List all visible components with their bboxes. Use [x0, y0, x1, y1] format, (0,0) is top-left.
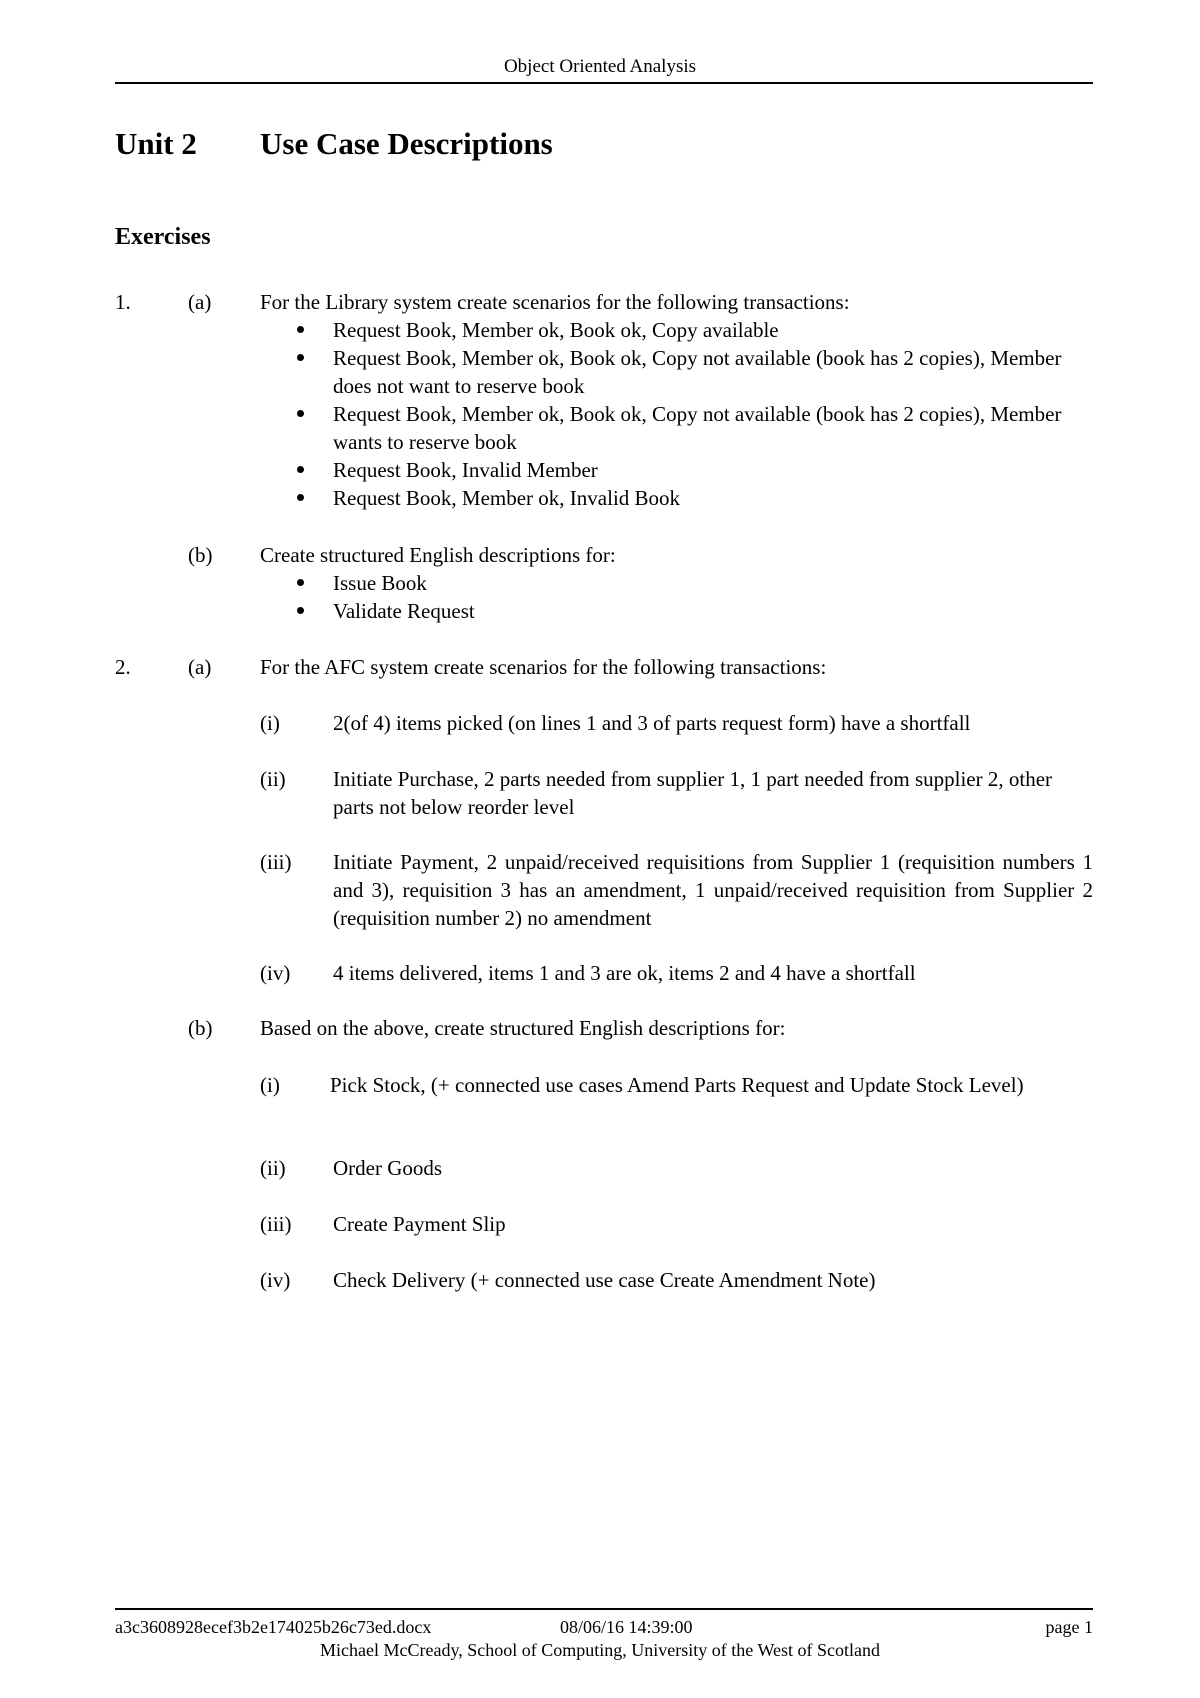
- item-text: 4 items delivered, items 1 and 3 are ok, items 2 and 4 have a shortfall: [333, 961, 916, 985]
- part-label: (b): [188, 1016, 213, 1040]
- list-item: Validate Request: [260, 597, 1095, 625]
- part-label: (b): [188, 543, 213, 567]
- item-text: Pick Stock, (+ connected use cases Amend Parts Request and Update Stock Level): [330, 1073, 1024, 1097]
- part-label: (a): [188, 655, 212, 679]
- exercises-heading: Exercises: [115, 224, 211, 250]
- item-text: Initiate Payment, 2 unpaid/received requisitions from Supplier 1 (requisition numbers 1 and 3), requisition 3 has an amendment, 1 unpaid/received requisition from Supplier 2 (requisition number 2) no amendment: [333, 850, 1093, 930]
- question-number: 2.: [115, 655, 131, 679]
- bullet-list: [260, 569, 1095, 625]
- part-text: For the AFC system create scenarios for the following transactions:: [260, 655, 827, 679]
- item-text: Create Payment Slip: [333, 1212, 506, 1236]
- part-text: Based on the above, create structured English descriptions for:: [260, 1016, 786, 1040]
- list-item: Request Book, Member ok, Book ok, Copy available: [260, 316, 1095, 344]
- item-label: (iii): [260, 850, 292, 874]
- list-item: Issue Book: [260, 569, 1095, 597]
- footer-rule: [115, 1608, 1093, 1610]
- item-text: 2(of 4) items picked (on lines 1 and 3 of parts request form) have a shortfall: [333, 711, 971, 735]
- header-rule: [115, 82, 1093, 84]
- unit-number: Unit 2: [115, 126, 197, 161]
- item-label: (i): [260, 711, 280, 735]
- footer-page-number: page 1: [1045, 1617, 1093, 1637]
- list-item: Request Book, Member ok, Book ok, Copy not available (book has 2 copies), Member does not want to reserve book: [260, 344, 1095, 400]
- running-header: Object Oriented Analysis: [503, 56, 697, 77]
- item-label: (iv): [260, 1268, 291, 1292]
- question-number: 1.: [115, 290, 131, 314]
- part-label: (a): [188, 290, 212, 314]
- bullet-list: [260, 316, 1095, 512]
- item-text: Order Goods: [333, 1156, 443, 1180]
- list-item: Request Book, Invalid Member: [260, 456, 1095, 484]
- part-text: For the Library system create scenarios for the following transactions:: [260, 290, 850, 314]
- footer-datetime: 08/06/16 14:39:00: [560, 1617, 693, 1637]
- list-item: Request Book, Member ok, Invalid Book: [260, 484, 1095, 512]
- item-label: (ii): [260, 767, 286, 791]
- footer-author: Michael McCready, School of Computing, University of the West of Scotland: [320, 1640, 880, 1660]
- item-label: (iv): [260, 961, 291, 985]
- footer-filename: a3c3608928ecef3b2e174025b26c73ed.docx: [115, 1617, 432, 1637]
- item-label: (iii): [260, 1212, 292, 1236]
- unit-title: Use Case Descriptions: [260, 126, 553, 161]
- item-label: (ii): [260, 1156, 286, 1180]
- list-item: Request Book, Member ok, Book ok, Copy not available (book has 2 copies), Member wants to reserve book: [260, 400, 1095, 456]
- item-text: Initiate Purchase, 2 parts needed from supplier 1, 1 part needed from supplier 2, other parts not below reorder level: [333, 767, 1053, 819]
- part-text: Create structured English descriptions for:: [260, 543, 616, 567]
- item-label: (i): [260, 1073, 280, 1097]
- item-text: Check Delivery (+ connected use case Create Amendment Note): [333, 1268, 876, 1292]
